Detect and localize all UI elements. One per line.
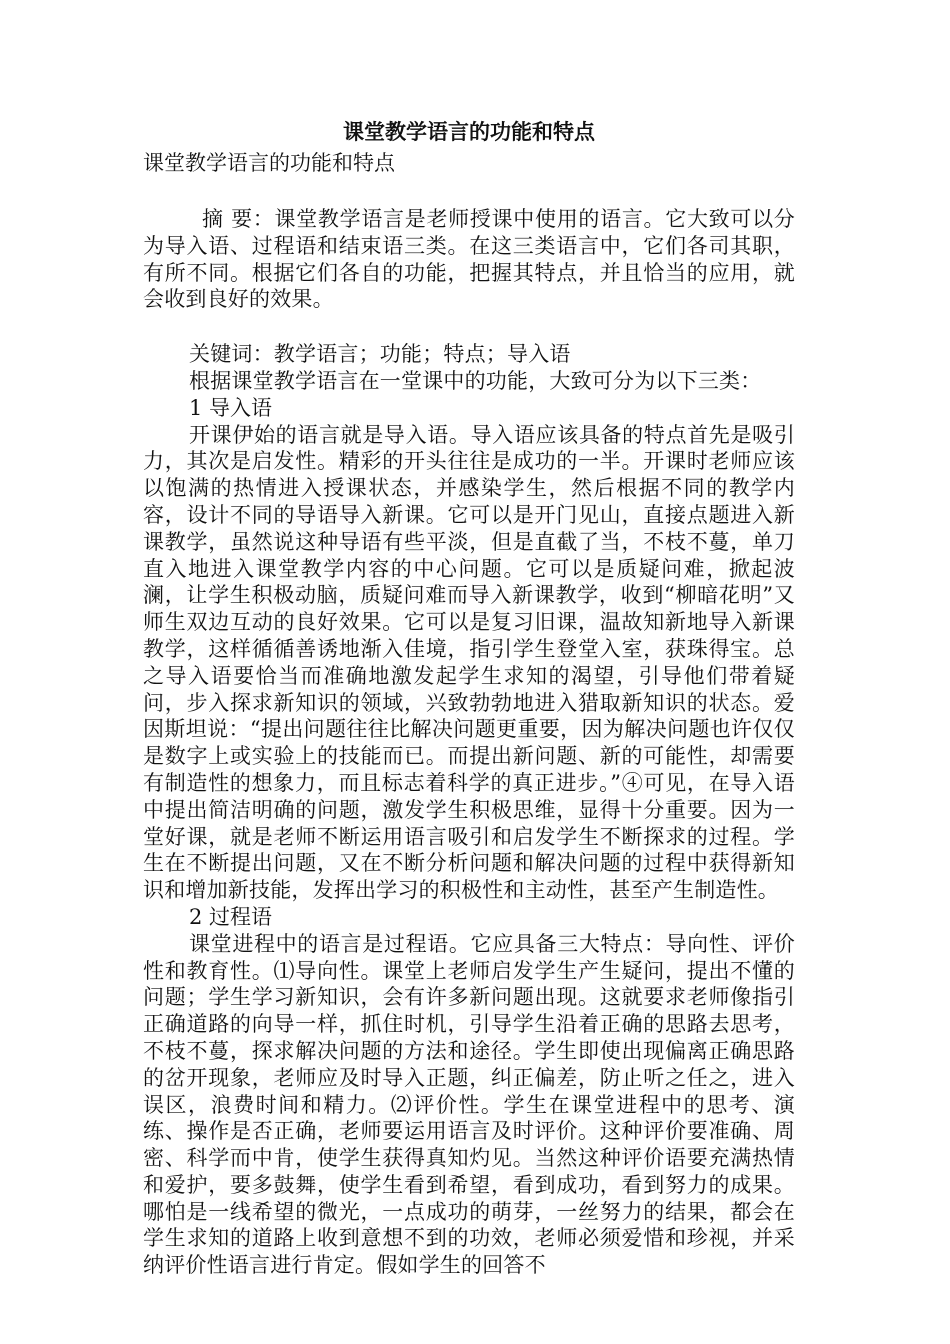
document-subtitle: 课堂教学语言的功能和特点 [143,151,395,175]
section-2-body: 课堂进程中的语言是过程语。它应具备三大特点：导向性、评价性和教育性。⑴导向性。课堂上老师启发学生产生疑问，提出不懂的问题；学生学习新知识，会有许多新问题出现。这就要求老师像指引正确道路的向导一样，抓住时机，引导学生沿着正确的思路去思考，不枝不蔓，探求解决问题的方法和途径。学生即使出现偏离正确思路的岔开现象，老师应及时导入正题，纠正偏差，防止听之任之，进入误区，浪费时间和精力。⑵评价性。学生在课堂进程中的思考、演练、操作是否正确，老师要运用语言及时评价。这种评价要准确、周密、科学而中肯，使学生获得真知灼见。当然这种评价语要充满热情和爱护，要多鼓舞，使学生看到希望，看到成功，看到努力的成果。哪怕是一线希望的微光，一点成功的萌芽，一丝努力的结果，都会在学生求知的道路上收到意想不到的功效，老师必须爱惜和珍视，并采纳评价性语言进行肯定。假如学生的回答不 [143,931,795,1278]
document-title: 课堂教学语言的功能和特点 [343,119,595,144]
section-2-heading: 2 过程语 [189,904,273,929]
intro-paragraph: 根据课堂教学语言在一堂课中的功能，大致可分为以下三类： [189,368,762,393]
keywords-line: 关键词：教学语言；功能；特点；导入语 [189,342,571,367]
spacer [143,313,795,341]
section-1-heading: 1 导入语 [189,395,273,420]
document-page [143,118,795,1279]
abstract-paragraph: 摘 要：课堂教学语言是老师授课中使用的语言。它大致可以分为导入语、过程语和结束语三类。在这三类语言中，它们各司其职，有所不同。根据它们各自的功能，把握其特点，并且恰当的应用，就会收到良好的效果。 [143,207,795,312]
section-1-body: 开课伊始的语言就是导入语。导入语应该具备的特点首先是吸引力，其次是启发性。精彩的开头往往是成功的一半。开课时老师应该以饱满的热情进入授课状态，并感染学生，然后根据不同的教学内容，设计不同的导语导入新课。它可以是开门见山，直接点题进入新课教学，虽然说这种导语有些平淡，但是直截了当，不枝不蔓，单刀直入地进入课堂教学内容的中心问题。它可以是质疑问难，掀起波澜，让学生积极动脑，质疑问难而导入新课教学，收到“柳暗花明”又师生双边互动的良好效果。它可以是复习旧课，温故知新地导入新课教学，这样循循善诱地渐入佳境，指引学生登堂入室，获珠得宝。总之导入语要恰当而准确地激发起学生求知的渴望，引导他们带着疑问，步入探求新知识的领域，兴致勃勃地进入猎取新知识的状态。爱因斯坦说：“提出问题往往比解决问题更重要，因为解决问题也许仅仅是数字上或实验上的技能而已。而提出新问题、新的可能性，却需要有制造性的想象力，而且标志着科学的真正进步。”④可见，在导入语中提出简洁明确的问题，激发学生积极思维，显得十分重要。因为一堂好课，就是老师不断运用语言吸引和启发学生不断探求的过程。学生在不断提出问题，又在不断分析问题和解决问题的过程中获得新知识和增加新技能，发挥出学习的积极性和主动性，甚至产生制造性。 [143,422,795,903]
